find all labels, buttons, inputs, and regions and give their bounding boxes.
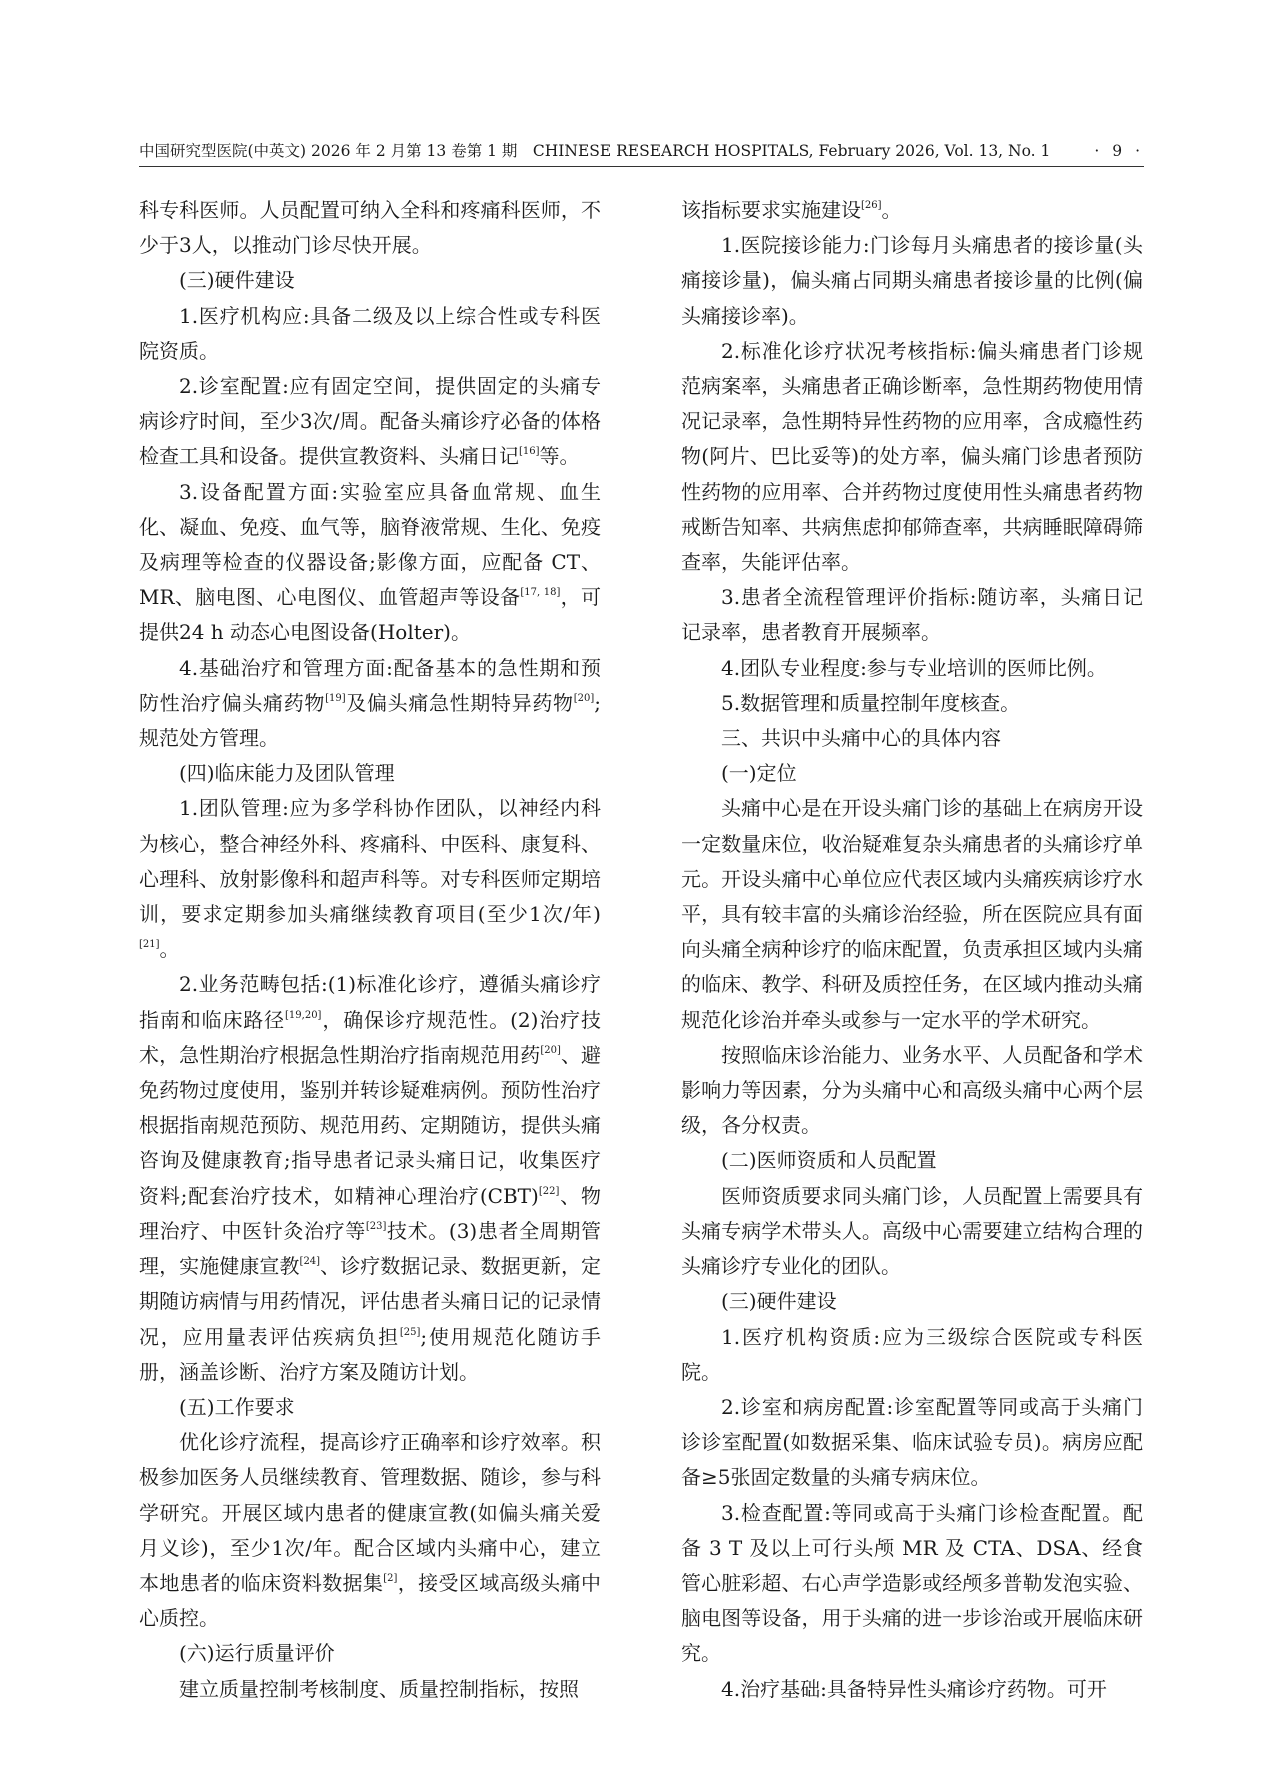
- text-run: 。: [159, 937, 180, 962]
- citation-ref: [17, 18]: [520, 587, 561, 599]
- paragraph: [681, 1672, 1143, 1707]
- text-run: 按照临床诊治能力、业务水平、人员配备和学术影响力等因素，分为头痛中心和高级头痛中心两个层级，各分权责。: [681, 1042, 1143, 1138]
- paragraph: [681, 721, 1143, 756]
- text-run: 2.业务范畴包括:(1)标准化诊疗，遵循头痛诊疗指南和临床路径: [139, 972, 601, 1032]
- text-run: 1.医疗机构应:具备二级及以上综合性或专科医院资质。: [139, 303, 601, 363]
- text-run: ，接受区域高级头痛中心质控。: [139, 1570, 602, 1631]
- journal-citation: 中国研究型医院(中英文) 2026 年 2 月第 13 卷第 1 期 CHINESE RESEARCH HOSPITALS, February 2026, Vol. 13, No. 1: [139, 142, 1051, 160]
- text-run: 及偏头痛急性期特异药物: [345, 690, 574, 715]
- paragraph: [681, 334, 1143, 580]
- text-run: ;使用规范化随访手册，涵盖诊断、治疗方案及随访计划。: [139, 1324, 602, 1384]
- paragraph: [681, 791, 1143, 1037]
- text-run: 1.团队管理:应为多学科协作团队，以神经内科为核心，整合神经外科、疼痛科、中医科、康复科、心理科、放射影像科和超声科等。对专科医师定期培训，要求定期参加头痛继续教育项目(至少1次/年): [139, 796, 601, 927]
- text-run: 3.患者全流程管理评价指标:随访率，头痛日记记录率，患者教育开展频率。: [681, 585, 1143, 645]
- citation-ref: [20]: [573, 692, 595, 704]
- text-run: (四)临床能力及团队管理: [179, 761, 395, 786]
- text-run: 2.诊室和病房配置:诊室配置等同或高于头痛门诊诊室配置(如数据采集、临床试验专员)。病房应配备≥5张固定数量的头痛专病床位。: [681, 1394, 1143, 1490]
- paragraph: [139, 1390, 601, 1425]
- text-run: 三、共识中头痛中心的具体内容: [721, 726, 1001, 751]
- citation-ref: [24]: [299, 1256, 321, 1268]
- paragraph: [681, 1390, 1143, 1496]
- paragraph: [681, 686, 1143, 721]
- text-run: (三)硬件建设: [721, 1289, 837, 1314]
- paragraph: [139, 299, 601, 369]
- paragraph: [681, 1496, 1143, 1672]
- text-run: 头痛中心是在开设头痛门诊的基础上在病房开设一定数量床位，收治疑难复杂头痛患者的头痛诊疗单元。开设头痛中心单位应代表区域内头痛疾病诊疗水平，具有较丰富的头痛诊治经验，所在医院应具有面向头痛全病种诊疗的临床配置，负责承担区域内头痛的临床、教学、科研及质控任务，在区域内推动头痛规范化诊治并牵头或参与一定水平的学术研究。: [681, 796, 1143, 1032]
- paragraph: [681, 1038, 1143, 1144]
- text-run: 2.诊室配置:应有固定空间，提供固定的头痛专病诊疗时间，至少3次/周。配备头痛诊疗必备的体格检查工具和设备。提供宣教资料、头痛日记: [139, 374, 601, 469]
- text-run: (一)定位: [721, 761, 797, 786]
- paragraph: [681, 1143, 1143, 1178]
- text-run: 医师资质要求同头痛门诊，人员配置上需要具有头痛专病学术带头人。高级中心需要建立结构合理的头痛诊疗专业化的团队。: [681, 1183, 1143, 1279]
- paragraph: [681, 1179, 1143, 1285]
- citation-ref: [16]: [519, 446, 540, 458]
- citation-ref: [20]: [540, 1044, 561, 1056]
- paragraph: [139, 756, 601, 791]
- text-run: (三)硬件建设: [179, 268, 295, 293]
- text-run: 建立质量控制考核制度、质量控制指标，按照: [179, 1676, 579, 1701]
- text-run: 优化诊疗流程，提高诊疗正确率和诊疗效率。积极参加医务人员继续教育、管理数据、随诊，参与科学研究。开展区域内患者的健康宣教(如偏头痛关爱月义诊)，至少1次/年。配合区域内头痛中心，建立本地患者的临床资料数据集: [139, 1430, 601, 1595]
- text-run: 3.检查配置:等同或高于头痛门诊检查配置。配备 3 T 及以上可行头颅 MR 及 CTA、DSA、经食管心脏彩超、右心声学造影或经颅多普勒发泡实验、脑电图等设备，用于头痛的进一步诊治或开展临床研究。: [681, 1500, 1143, 1666]
- paragraph: [681, 580, 1143, 650]
- paragraph: [681, 651, 1143, 686]
- page-number: · 9 ·: [1094, 142, 1144, 160]
- right-column: [681, 193, 1143, 1707]
- text-run: (二)医师资质和人员配置: [721, 1148, 937, 1173]
- text-run: 5.数据管理和质量控制年度核查。: [721, 690, 1021, 715]
- text-run: 等。: [539, 444, 580, 469]
- text-run: 1.医疗机构资质:应为三级综合医院或专科医院。: [681, 1324, 1143, 1384]
- paragraph: [139, 263, 601, 298]
- paragraph: [139, 791, 601, 967]
- text-run: 、诊疗数据记录、数据更新，定期随访病情与用药情况，评估患者头痛日记的记录情况，应用量表评估疾病负担: [139, 1254, 602, 1349]
- citation-ref: [25]: [399, 1326, 421, 1338]
- text-run: 4.基础治疗和管理方面:配备基本的急性期和预防性治疗偏头痛药物: [139, 655, 601, 715]
- citation-ref: [2]: [383, 1572, 398, 1584]
- text-run: 3.设备配置方面:实验室应具备血常规、血生化、凝血、免疫、血气等，脑脊液常规、生化、免疫及病理等检查的仪器设备;影像方面，应配备 CT、MR、脑电图、心电图仪、血管超声等设备: [139, 479, 601, 610]
- paragraph: [139, 651, 601, 757]
- paragraph: [139, 967, 601, 1389]
- paragraph: [681, 228, 1143, 334]
- paragraph: [139, 1636, 601, 1671]
- text-run: (六)运行质量评价: [179, 1641, 335, 1666]
- paragraph: [681, 193, 1143, 228]
- text-run: 该指标要求实施建设: [681, 198, 861, 222]
- text-run: 1.医院接诊能力:门诊每月头痛患者的接诊量(头痛接诊量)，偏头痛占同期头痛患者接诊量的比例(偏头痛接诊率)。: [681, 233, 1143, 328]
- paragraph: [681, 756, 1143, 791]
- citation-ref: [26]: [861, 200, 882, 211]
- paragraph: [681, 1284, 1143, 1319]
- text-run: 技术。(3)患者全周期管理，实施健康宣教: [139, 1218, 601, 1279]
- paragraph: [139, 1672, 601, 1707]
- citation-ref: [19,20]: [285, 1009, 322, 1021]
- left-column: [139, 193, 601, 1707]
- text-run: 。: [881, 198, 902, 222]
- text-run: ，确保诊疗规范性。(2)治疗技术，急性期治疗根据急性期治疗指南规范用药: [139, 1007, 601, 1067]
- paragraph: [139, 1425, 601, 1636]
- text-run: (五)工作要求: [179, 1394, 295, 1419]
- text-run: 2.标准化诊疗状况考核指标:偏头痛患者门诊规范病案率，头痛患者正确诊断率，急性期药物使用情况记录率，急性期特异性药物的应用率，含成瘾性药物(阿片、巴比妥等)的处方率，偏头痛门诊患者预防性药物的应用率、合并药物过度使用性头痛患者药物戒断告知率、共病焦虑抑郁筛查率，共病睡眠障碍筛查率，失能评估率。: [681, 338, 1143, 575]
- paragraph: [139, 475, 601, 651]
- running-header: [139, 140, 1144, 162]
- text-run: 、物理治疗、中医针灸治疗等: [139, 1183, 602, 1243]
- paragraph: [681, 1320, 1143, 1390]
- paragraph: [139, 193, 601, 263]
- text-run: ;规范处方管理。: [139, 690, 602, 751]
- paragraph: [139, 369, 601, 475]
- text-run: 4.团队专业程度:参与专业培训的医师比例。: [721, 655, 1107, 680]
- citation-ref: [23]: [365, 1220, 387, 1232]
- text-run: 4.治疗基础:具备特异性头痛诊疗药物。可开: [721, 1676, 1107, 1701]
- text-run: ，可提供24 h 动态心电图设备(Holter)。: [139, 585, 601, 645]
- text-run: 、避免药物过度使用，鉴别并转诊疑难病例。预防性治疗根据指南规范预防、规范用药、定期随访，提供头痛咨询及健康教育;指导患者记录头痛日记，收集医疗资料;配套治疗技术，如精神心理治疗(CBT): [139, 1042, 602, 1208]
- text-run: 科专科医师。人员配置可纳入全科和疼痛科医师，不少于3人，以推动门诊尽快开展。: [139, 198, 601, 258]
- citation-ref: [22]: [538, 1185, 560, 1197]
- citation-ref: [21]: [139, 939, 160, 951]
- header-rule: [139, 166, 1144, 167]
- citation-ref: [19]: [325, 692, 346, 704]
